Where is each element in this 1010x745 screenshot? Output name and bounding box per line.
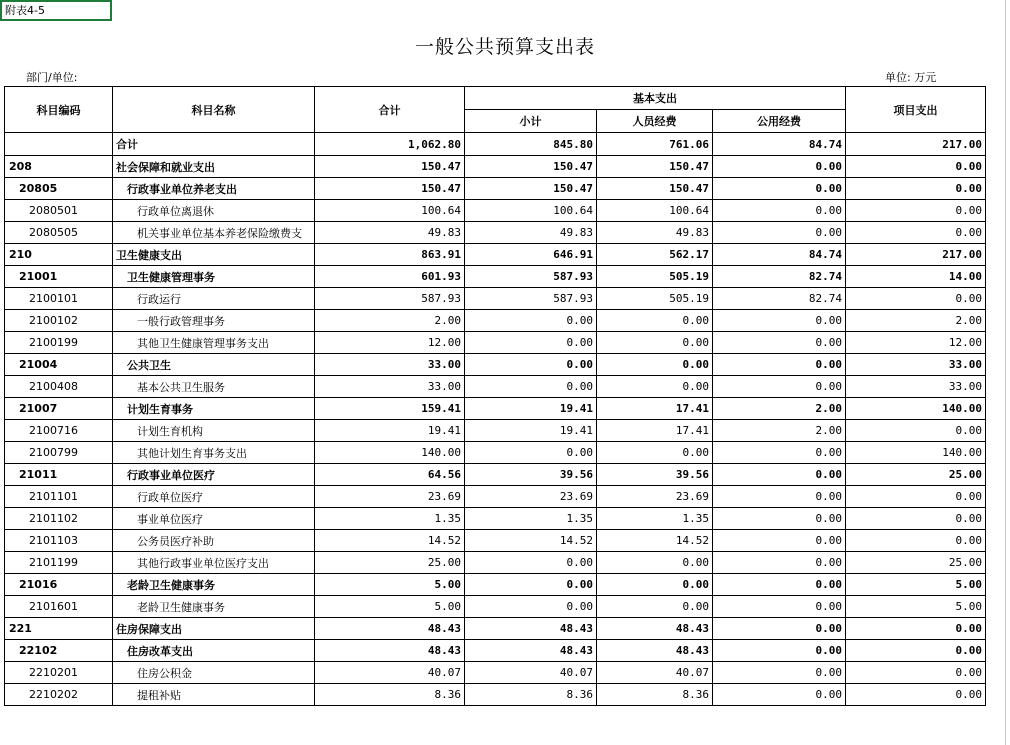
cell-project[interactable]: 0.00 [846,222,986,244]
header-subtotal: 小计 [465,110,597,133]
cell-subtotal[interactable]: 8.36 [465,684,597,706]
selected-cell[interactable]: 附表4-5 [0,0,112,21]
table-row [5,420,986,442]
table-row [5,200,986,222]
cell-code[interactable]: 21001 [5,266,113,288]
cell-code[interactable]: 20805 [5,178,113,200]
header-name: 科目名称 [113,87,315,133]
cell-code[interactable]: 21011 [5,464,113,486]
cell-total[interactable]: 1.35 [315,508,465,530]
cell-total[interactable]: 8.36 [315,684,465,706]
cell-code[interactable]: 221 [5,618,113,640]
cell-subtotal[interactable]: 845.80 [465,133,597,156]
table-row [5,618,986,640]
cell-subtotal[interactable]: 0.00 [465,310,597,332]
table-row [5,442,986,464]
cell-personnel[interactable]: 14.52 [597,530,713,552]
table-row [5,552,986,574]
cell-code[interactable]: 2100102 [5,310,113,332]
cell-total[interactable]: 40.07 [315,662,465,684]
cell-public[interactable]: 2.00 [713,420,846,442]
cell-personnel[interactable]: 505.19 [597,288,713,310]
cell-personnel[interactable]: 150.47 [597,178,713,200]
cell-project[interactable]: 33.00 [846,376,986,398]
cell-code[interactable]: 21016 [5,574,113,596]
cell-name[interactable]: 行政单位离退休 [113,200,315,222]
cell-project[interactable]: 0.00 [846,178,986,200]
cell-total[interactable]: 19.41 [315,420,465,442]
cell-personnel[interactable]: 562.17 [597,244,713,266]
cell-personnel[interactable]: 40.07 [597,662,713,684]
cell-subtotal[interactable]: 0.00 [465,442,597,464]
table-row [5,464,986,486]
cell-project[interactable]: 0.00 [846,420,986,442]
table-row [5,222,986,244]
cell-code[interactable]: 2101601 [5,596,113,618]
cell-project[interactable]: 25.00 [846,464,986,486]
cell-subtotal[interactable]: 150.47 [465,156,597,178]
cell-public[interactable]: 0.00 [713,222,846,244]
cell-personnel[interactable]: 17.41 [597,420,713,442]
cell-name[interactable]: 计划生育事务 [113,398,315,420]
cell-code[interactable]: 21004 [5,354,113,376]
cell-code[interactable]: 2100199 [5,332,113,354]
cell-total[interactable]: 12.00 [315,332,465,354]
cell-name[interactable]: 一般行政管理事务 [113,310,315,332]
cell-subtotal[interactable]: 0.00 [465,596,597,618]
cell-public[interactable]: 0.00 [713,662,846,684]
cell-subtotal[interactable]: 1.35 [465,508,597,530]
cell-personnel[interactable]: 100.64 [597,200,713,222]
cell-total[interactable]: 23.69 [315,486,465,508]
cell-subtotal[interactable]: 39.56 [465,464,597,486]
cell-personnel[interactable]: 39.56 [597,464,713,486]
cell-code[interactable]: 210 [5,244,113,266]
cell-project[interactable]: 140.00 [846,398,986,420]
cell-total[interactable]: 25.00 [315,552,465,574]
table-row [5,133,986,156]
cell-total[interactable]: 150.47 [315,156,465,178]
cell-personnel[interactable]: 761.06 [597,133,713,156]
header-basic: 基本支出 [465,87,846,110]
cell-project[interactable]: 0.00 [846,640,986,662]
cell-name[interactable]: 卫生健康管理事务 [113,266,315,288]
cell-code[interactable]: 2100799 [5,442,113,464]
cell-public[interactable]: 0.00 [713,640,846,662]
header-code: 科目编码 [5,87,113,133]
cell-subtotal[interactable]: 0.00 [465,574,597,596]
cell-name[interactable]: 计划生育机构 [113,420,315,442]
cell-public[interactable]: 0.00 [713,178,846,200]
cell-name[interactable]: 行政单位医疗 [113,486,315,508]
table-row [5,354,986,376]
cell-personnel[interactable]: 0.00 [597,574,713,596]
cell-code[interactable]: 2080505 [5,222,113,244]
cell-total[interactable]: 601.93 [315,266,465,288]
cell-project[interactable]: 0.00 [846,156,986,178]
cell-personnel[interactable]: 0.00 [597,354,713,376]
cell-subtotal[interactable]: 48.43 [465,618,597,640]
cell-total[interactable]: 159.41 [315,398,465,420]
cell-subtotal[interactable]: 0.00 [465,376,597,398]
cell-subtotal[interactable]: 19.41 [465,398,597,420]
cell-total[interactable]: 1,062.80 [315,133,465,156]
cell-name[interactable]: 事业单位医疗 [113,508,315,530]
cell-total[interactable]: 587.93 [315,288,465,310]
cell-total[interactable]: 5.00 [315,596,465,618]
table-row [5,508,986,530]
cell-name[interactable]: 行政运行 [113,288,315,310]
cell-public[interactable]: 0.00 [713,508,846,530]
cell-personnel[interactable]: 0.00 [597,552,713,574]
cell-public[interactable]: 0.00 [713,486,846,508]
cell-total[interactable]: 49.83 [315,222,465,244]
cell-code[interactable]: 2101102 [5,508,113,530]
cell-name[interactable]: 其他卫生健康管理事务支出 [113,332,315,354]
cell-project[interactable]: 217.00 [846,133,986,156]
cell-public[interactable]: 0.00 [713,442,846,464]
cell-subtotal[interactable]: 0.00 [465,354,597,376]
cell-total[interactable]: 33.00 [315,376,465,398]
cell-code[interactable]: 2080501 [5,200,113,222]
cell-name[interactable]: 老龄卫生健康事务 [113,574,315,596]
cell-project[interactable]: 0.00 [846,684,986,706]
cell-public[interactable]: 0.00 [713,310,846,332]
cell-public[interactable]: 84.74 [713,133,846,156]
cell-name[interactable]: 公共卫生 [113,354,315,376]
cell-personnel[interactable]: 0.00 [597,596,713,618]
cell-personnel[interactable]: 150.47 [597,156,713,178]
cell-code[interactable] [5,133,113,156]
table-row [5,530,986,552]
cell-public[interactable]: 0.00 [713,354,846,376]
cell-public[interactable]: 0.00 [713,200,846,222]
cell-project[interactable]: 0.00 [846,508,986,530]
cell-project[interactable]: 12.00 [846,332,986,354]
cell-personnel[interactable]: 505.19 [597,266,713,288]
cell-project[interactable]: 0.00 [846,200,986,222]
cell-project[interactable]: 5.00 [846,574,986,596]
cell-subtotal[interactable]: 48.43 [465,640,597,662]
cell-code[interactable]: 2100101 [5,288,113,310]
cell-project[interactable]: 0.00 [846,288,986,310]
header-row-1 [5,87,986,110]
cell-project[interactable]: 0.00 [846,618,986,640]
cell-total[interactable]: 100.64 [315,200,465,222]
cell-subtotal[interactable]: 0.00 [465,332,597,354]
cell-public[interactable]: 82.74 [713,288,846,310]
cell-subtotal[interactable]: 100.64 [465,200,597,222]
cell-total[interactable]: 33.00 [315,354,465,376]
table-row [5,244,986,266]
table-row [5,332,986,354]
cell-project[interactable]: 217.00 [846,244,986,266]
cell-personnel[interactable]: 48.43 [597,618,713,640]
cell-total[interactable]: 150.47 [315,178,465,200]
cell-personnel[interactable]: 49.83 [597,222,713,244]
cell-public[interactable]: 0.00 [713,618,846,640]
cell-code[interactable]: 2100716 [5,420,113,442]
cell-name[interactable]: 行政事业单位养老支出 [113,178,315,200]
cell-public[interactable]: 0.00 [713,376,846,398]
cell-personnel[interactable]: 0.00 [597,310,713,332]
cell-name[interactable]: 住房公积金 [113,662,315,684]
cell-code[interactable]: 2100408 [5,376,113,398]
cell-subtotal[interactable]: 23.69 [465,486,597,508]
cell-subtotal[interactable]: 150.47 [465,178,597,200]
cell-project[interactable]: 2.00 [846,310,986,332]
cell-project[interactable]: 0.00 [846,486,986,508]
cell-code[interactable]: 2101199 [5,552,113,574]
cell-public[interactable]: 0.00 [713,464,846,486]
cell-personnel[interactable]: 0.00 [597,442,713,464]
cell-name[interactable]: 行政事业单位医疗 [113,464,315,486]
cell-total[interactable]: 5.00 [315,574,465,596]
cell-code[interactable]: 22102 [5,640,113,662]
cell-total[interactable]: 64.56 [315,464,465,486]
table-row [5,266,986,288]
cell-project[interactable]: 0.00 [846,662,986,684]
cell-public[interactable]: 2.00 [713,398,846,420]
table-row [5,486,986,508]
cell-total[interactable]: 14.52 [315,530,465,552]
cell-name[interactable]: 机关事业单位基本养老保险缴费支 [113,222,315,244]
cell-personnel[interactable]: 17.41 [597,398,713,420]
table-row [5,596,986,618]
cell-subtotal[interactable]: 587.93 [465,288,597,310]
table-row [5,640,986,662]
table-row [5,178,986,200]
cell-total[interactable]: 2.00 [315,310,465,332]
cell-subtotal[interactable]: 40.07 [465,662,597,684]
cell-code[interactable]: 2210201 [5,662,113,684]
cell-personnel[interactable]: 0.00 [597,332,713,354]
budget-table [4,86,986,706]
cell-name[interactable]: 其他计划生育事务支出 [113,442,315,464]
table-row [5,156,986,178]
cell-project[interactable]: 25.00 [846,552,986,574]
cell-code[interactable]: 2101103 [5,530,113,552]
cell-personnel[interactable]: 8.36 [597,684,713,706]
cell-project[interactable]: 33.00 [846,354,986,376]
table-row [5,574,986,596]
cell-name[interactable]: 公务员医疗补助 [113,530,315,552]
table-row [5,662,986,684]
cell-project[interactable]: 5.00 [846,596,986,618]
sheet-edge [1005,0,1006,745]
cell-subtotal[interactable]: 646.91 [465,244,597,266]
unit-label: 单位: 万元 [885,71,937,84]
header-public: 公用经费 [713,110,846,133]
cell-public[interactable]: 0.00 [713,684,846,706]
cell-name[interactable]: 住房保障支出 [113,618,315,640]
cell-project[interactable]: 140.00 [846,442,986,464]
cell-project[interactable]: 0.00 [846,530,986,552]
cell-personnel[interactable]: 0.00 [597,376,713,398]
cell-name[interactable]: 社会保障和就业支出 [113,156,315,178]
cell-name[interactable]: 卫生健康支出 [113,244,315,266]
cell-personnel[interactable]: 48.43 [597,640,713,662]
cell-public[interactable]: 0.00 [713,552,846,574]
table-row [5,398,986,420]
cell-total[interactable]: 48.43 [315,640,465,662]
cell-project[interactable]: 14.00 [846,266,986,288]
table-row [5,376,986,398]
cell-name[interactable]: 基本公共卫生服务 [113,376,315,398]
cell-public[interactable]: 84.74 [713,244,846,266]
cell-public[interactable]: 0.00 [713,574,846,596]
cell-name[interactable]: 老龄卫生健康事务 [113,596,315,618]
cell-name[interactable]: 其他行政事业单位医疗支出 [113,552,315,574]
cell-public[interactable]: 82.74 [713,266,846,288]
cell-total[interactable]: 863.91 [315,244,465,266]
cell-name[interactable]: 合计 [113,133,315,156]
cell-name[interactable]: 住房改革支出 [113,640,315,662]
cell-code[interactable]: 208 [5,156,113,178]
cell-subtotal[interactable]: 587.93 [465,266,597,288]
cell-personnel[interactable]: 1.35 [597,508,713,530]
table-row [5,684,986,706]
table-row [5,288,986,310]
dept-label: 部门/单位: [26,71,78,84]
cell-code[interactable]: 2210202 [5,684,113,706]
cell-total[interactable]: 48.43 [315,618,465,640]
cell-subtotal[interactable]: 14.52 [465,530,597,552]
cell-public[interactable]: 0.00 [713,332,846,354]
cell-subtotal[interactable]: 19.41 [465,420,597,442]
cell-total[interactable]: 140.00 [315,442,465,464]
table-row [5,310,986,332]
cell-name[interactable]: 提租补贴 [113,684,315,706]
cell-personnel[interactable]: 23.69 [597,486,713,508]
cell-public[interactable]: 0.00 [713,596,846,618]
cell-subtotal[interactable]: 0.00 [465,552,597,574]
cell-subtotal[interactable]: 49.83 [465,222,597,244]
cell-public[interactable]: 0.00 [713,156,846,178]
cell-code[interactable]: 21007 [5,398,113,420]
header-personnel: 人员经费 [597,110,713,133]
cell-public[interactable]: 0.00 [713,530,846,552]
page-title: 一般公共预算支出表 [414,36,595,58]
header-project: 项目支出 [846,87,986,133]
header-total: 合计 [315,87,465,133]
cell-code[interactable]: 2101101 [5,486,113,508]
